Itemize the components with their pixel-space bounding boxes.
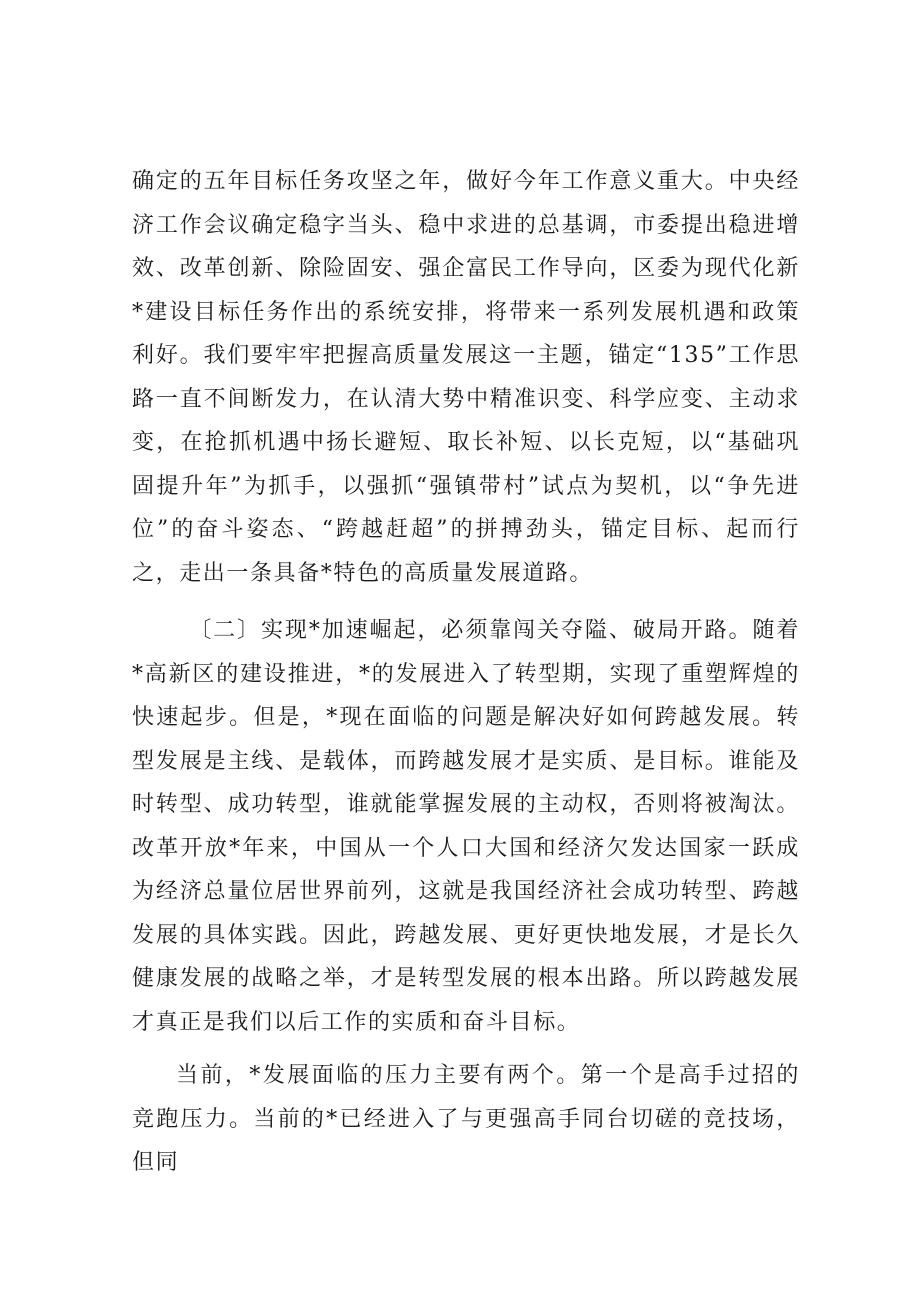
paragraph-1: 确定的五年目标任务攻坚之年，做好今年工作意义重大。中央经济工作会议确定稳字当头、稳中求进的总基调，市委提出稳进增效、改革创新、除险固安、强企富民工作导向，区委为现代化新*建设目标任务作出的系统安排，将带来一系列发展机遇和政策利好。我们要牢牢把握高质量发展这一主题，锚定“135”工作思路一直不间断发力，在认清大势中精准识变、科学应变、主动求变，在抢抓机遇中扬长避短、取长补短、以长克短，以“基础巩固提升年”为抓手，以强抓“强镇带村”试点为契机，以“争先进位”的奋斗姿态、“跨越赶超”的拼搏劲头，锚定目标、起而行之，走出一条具备*特色的高质量发展道路。 xyxy=(132,169,800,586)
paragraph-2: 〔二〕实现*加速崛起，必须靠闯关夺隘、破局开路。随着*高新区的建设推进，*的发展进入了转型期，实现了重塑辉煌的快速起步。但是，*现在面临的问题是解决好如何跨越发展。转型发展是主线、是载体，而跨越发展才是实质、是目标。谁能及时转型、成功转型，谁就能掌握发展的主动权，否则将被淘汰。改革开放*年来，中国从一个人口大国和经济欠发达国家一跃成为经济总量位居世界前列，这就是我国经济社会成功转型、跨越发展的具体实践。因此，跨越发展、更好更快地发展，才是长久健康发展的战略之举，才是转型发展的根本出路。所以跨越发展才真正是我们以后工作的实质和奋斗目标。 xyxy=(132,618,800,1035)
document-body xyxy=(132,160,800,1185)
paragraph-3: 当前，*发展面临的压力主要有两个。第一个是高手过招的竞跑压力。当前的*已经进入了与更强高手同台切磋的竞技场，但同 xyxy=(132,1063,800,1175)
